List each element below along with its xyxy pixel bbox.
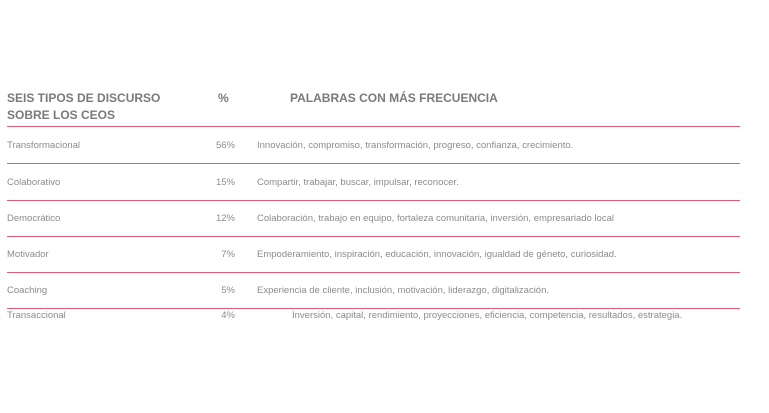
row-percent: 5%	[221, 285, 235, 296]
header-percent: %	[218, 91, 229, 105]
discourse-table	[7, 89, 740, 330]
row-type: Coaching	[7, 285, 48, 296]
row-words: Compartir, trabajar, buscar, impulsar, reconocer.	[257, 176, 459, 188]
table-row	[7, 127, 740, 164]
row-percent: 15%	[215, 176, 235, 188]
row-percent: 7%	[221, 249, 235, 260]
header-words: PALABRAS CON MÁS FRECUENCIA	[290, 91, 498, 105]
row-percent: 56%	[215, 139, 235, 151]
row-words: Experiencia de cliente, inclusión, motivación, liderazgo, digitalización.	[257, 285, 550, 296]
row-percent: 12%	[215, 213, 235, 224]
row-percent: 4%	[221, 310, 235, 321]
row-type: Democrático	[7, 213, 61, 224]
row-words: Empoderamiento, inspiración, educación, innovación, igualdad de géneto, curiosidad.	[257, 249, 617, 260]
table-row	[7, 273, 740, 309]
row-words: Inversión, capital, rendimiento, proyecciones, eficiencia, competencia, resultados, estrategia.	[292, 310, 683, 321]
table-row	[7, 201, 740, 237]
row-type: Motivador	[7, 249, 49, 260]
row-type: Colaborativo	[7, 176, 61, 188]
header-type-line1: SEIS TIPOS DE DISCURSO	[7, 91, 161, 105]
table-row	[7, 309, 740, 330]
row-words: Colaboración, trabajo en equipo, fortaleza comunitaria, inversión, empresariado local	[257, 213, 614, 224]
header-type	[7, 89, 212, 124]
header-type-line2: SOBRE LOS CEOS	[7, 108, 116, 122]
row-type: Transaccional	[7, 310, 66, 321]
table-row	[7, 237, 740, 273]
row-words: Innovación, compromiso, transformación, progreso, confianza, crecimiento.	[257, 139, 574, 151]
table-row	[7, 164, 740, 201]
row-type: Transformacional	[7, 139, 81, 151]
table-header	[7, 89, 740, 127]
